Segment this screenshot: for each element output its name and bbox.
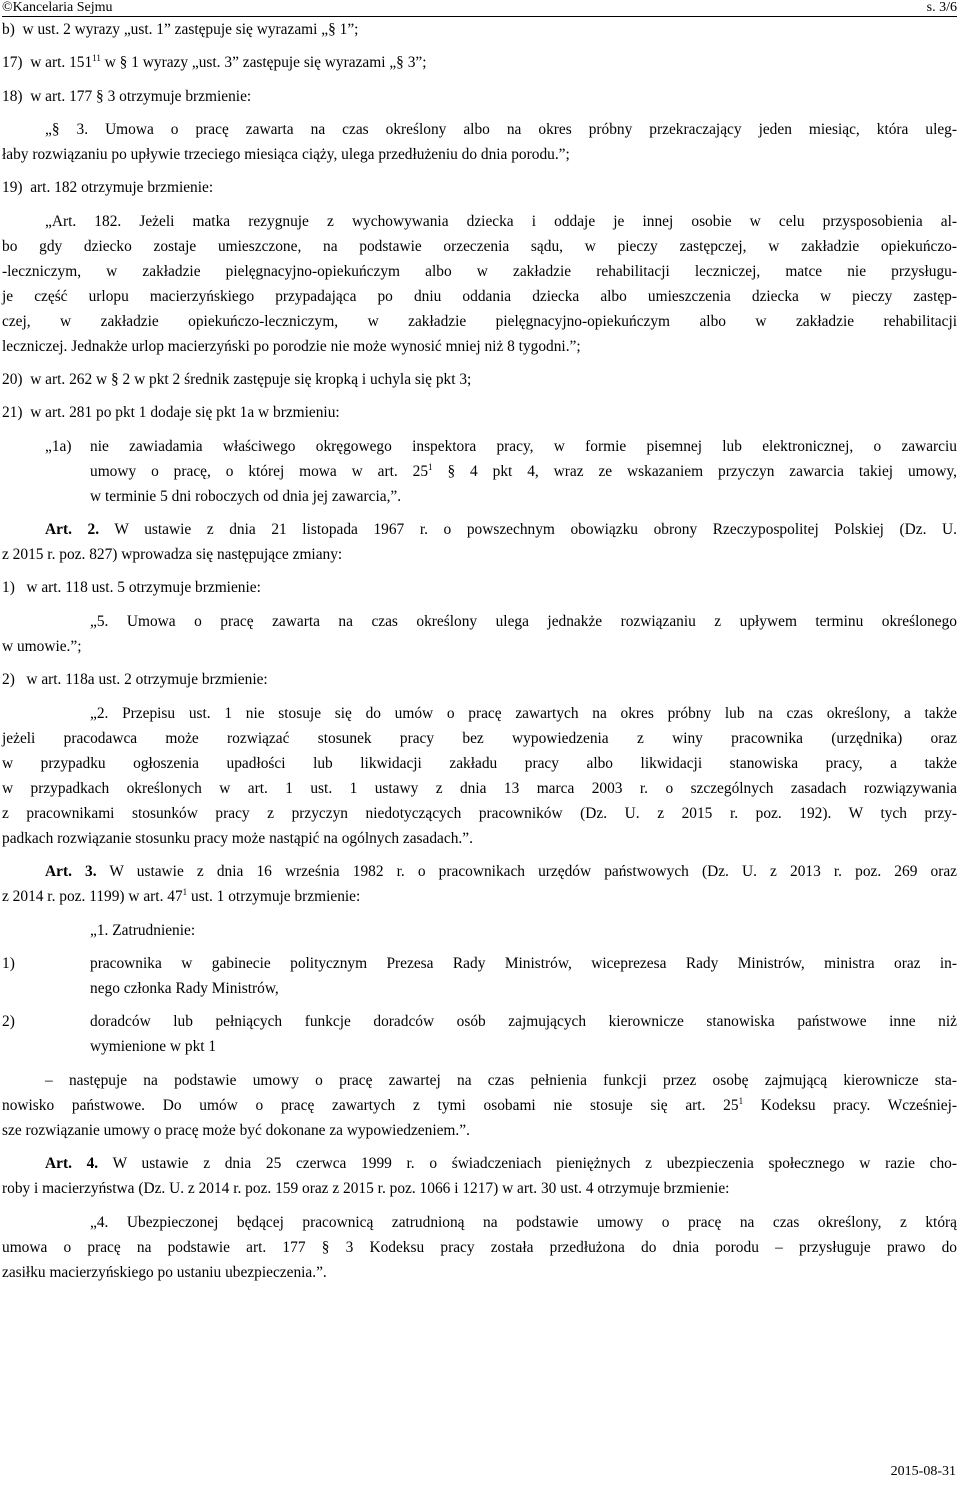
text-line: je część urlopu macierzyńskiego przypadająca po dniu oddania dziecka albo umieszczenia dziecka w pieczy zastęp- <box>2 288 957 305</box>
text-line: w terminie 5 dni roboczych od dnia jej zawarcia,”. <box>90 488 402 505</box>
text-line: – następuje na podstawie umowy o pracę zawartej na czas pełnienia funkcji przez osobę zajmującą kierownicze sta- <box>45 1072 957 1089</box>
text-line: nego członka Rady Ministrów, <box>90 980 279 997</box>
text-line: w przypadku ogłoszenia upadłości lub likwidacji zakładu pracy albo likwidacji stanowiska pracy, a także <box>2 755 957 772</box>
text-line: b) w ust. 2 wyrazy „ust. 1” zastępuje się wyrazami „§ 1”; <box>2 21 359 38</box>
text-line: leczniczej. Jednakże urlop macierzyński po porodzie nie może wynosić mniej niż 8 tygodni.”; <box>2 338 581 355</box>
page-header <box>2 0 957 17</box>
text-line: umowa o pracę na podstawie art. 177 § 3 Kodeksu pracy została przedłużona do dnia porodu – przysługuje prawo do <box>2 1239 957 1256</box>
text-line: zasiłku macierzyńskiego po ustaniu ubezpieczenia.”. <box>2 1264 327 1281</box>
text-line: 20) w art. 262 w § 2 w pkt 2 średnik zastępuje się kropką i uchyla się pkt 3; <box>2 371 472 388</box>
text-line: jeżeli pracodawca może rozwiązać stosunek pracy bez wypowiedzenia z winy pracownika (urzędnika) oraz <box>2 730 957 747</box>
point-label: 2) <box>2 1013 15 1030</box>
text-line: 2) w art. 118a ust. 2 otrzymuje brzmienie: <box>2 671 268 688</box>
footer-date: 2015-08-31 <box>890 1464 956 1479</box>
text-line: Art. 4. W ustawie z dnia 25 czerwca 1999 r. o świadczeniach pieniężnych z ubezpieczenia społecznego w razie cho- <box>45 1155 957 1172</box>
text-line: Art. 3. W ustawie z dnia 16 września 1982 r. o pracownikach urzędów państwowych (Dz. U. z 2013 r. poz. 269 oraz <box>45 863 957 880</box>
text-line: -leczniczym, w zakładzie pielęgnacyjno-opiekuńczym albo w zakładzie rehabilitacji leczniczej, matce nie przysługu- <box>2 263 957 280</box>
text-line: sze rozwiązanie umowy o pracę może być dokonane za wypowiedzeniem.”. <box>2 1122 470 1139</box>
header-source: ©Kancelaria Sejmu <box>2 0 113 15</box>
text-line: z 2014 r. poz. 1199) w art. $47^1$ ust. 1 otrzymuje brzmienie: <box>2 887 361 905</box>
text-line: z 2015 r. poz. 827) wprowadza się następujące zmiany: <box>2 546 343 563</box>
text-line: 21) w art. 281 po pkt 1 dodaje się pkt 1a w brzmieniu: <box>2 404 340 421</box>
text-line: 17) w art. $151^{11}$ w § 1 wyrazy „ust. 3” zastępuje się wyrazami „§ 3”; <box>2 53 427 71</box>
text-line: doradców lub pełniących funkcje doradców osób zajmujących kierownicze stanowiska państwowe inne niż <box>90 1013 957 1030</box>
text-line: w przypadkach określonych w art. 1 ust. 1 ustawy z dnia 13 marca 2003 r. o szczególnych zasadach rozwiązywania <box>2 780 957 797</box>
text-line: z pracownikami stosunków pracy z przyczyn niedotyczących pracowników (Dz. U. z 2015 r. poz. 192). W tych przy- <box>2 805 957 822</box>
text-line: Art. 2. W ustawie z dnia 21 listopada 1967 r. o powszechnym obowiązku obrony Rzeczypospolitej Polskiej (Dz. U. <box>45 521 958 538</box>
text-line: „5. Umowa o pracę zawarta na czas określony ulega jednakże rozwiązaniu z upływem terminu określonego <box>90 613 957 630</box>
point-label: 1) <box>2 955 15 972</box>
text-line: w umowie.”; <box>2 638 82 655</box>
text-line: „4. Ubezpieczonej będącej pracownicą zatrudnioną na podstawie umowy o pracę na czas określony, z którą <box>90 1214 957 1231</box>
text-line: 19) art. 182 otrzymuje brzmienie: <box>2 179 214 196</box>
text-line: „2. Przepisu ust. 1 nie stosuje się do umów o pracę zawartych na okres próbny lub na czas określony, a także <box>90 705 957 722</box>
text-line: umowy o pracę, o której mowa w art. $25^1$ § 4 pkt 4, wraz ze wskazaniem przyczyn zawarcia takiej umowy, <box>90 462 957 480</box>
point-label: „1a) <box>45 438 72 455</box>
text-line: nie zawiadamia właściwego okręgowego inspektora pracy, w formie pisemnej lub elektronicznej, o zawarciu <box>90 438 957 455</box>
text-line: roby i macierzyństwa (Dz. U. z 2014 r. poz. 159 oraz z 2015 r. poz. 1066 i 1217) w art. 30 ust. 4 otrzymuje brzmienie: <box>2 1180 730 1197</box>
text-line: 18) w art. 177 § 3 otrzymuje brzmienie: <box>2 88 252 105</box>
text-line: wymienione w pkt 1 <box>90 1038 217 1055</box>
text-line: łaby rozwiązaniu po upływie trzeciego miesiąca ciąży, ulega przedłużeniu do dnia porodu.”; <box>2 146 570 163</box>
text-line: bo gdy dziecko zostaje umieszczone, na podstawie orzeczenia sądu, w pieczy zastępczej, w zakładzie opiekuńczo- <box>2 238 957 255</box>
text-line: nowisko państwowe. Do umów o pracę zawartych z tymi osobami nie stosuje się art. $25^1$ Kodeksu pracy. Wcześniej- <box>2 1096 957 1114</box>
text-line: padkach rozwiązanie stosunku pracy może nastąpić na ogólnych zasadach.”. <box>2 830 473 847</box>
text-line: „Art. 182. Jeżeli matka rezygnuje z wychowywania dziecka i oddaje je innej osobie w celu przysposobienia al- <box>45 213 957 230</box>
text-line: 1) w art. 118 ust. 5 otrzymuje brzmienie: <box>2 579 261 596</box>
text-line: „1. Zatrudnienie: <box>90 922 196 939</box>
text-line: „§ 3. Umowa o pracę zawarta na czas określony albo na okres próbny przekraczający jeden miesiąc, która uleg- <box>45 121 957 138</box>
text-line: czej, w zakładzie opiekuńczo-leczniczym, w zakładzie pielęgnacyjno-opiekuńczym albo w zakładzie rehabilitacji <box>2 313 957 330</box>
text-line: pracownika w gabinecie politycznym Prezesa Rady Ministrów, wiceprezesa Rady Ministrów, ministra oraz in- <box>90 955 957 972</box>
header-page-number: s. 3/6 <box>926 0 957 15</box>
